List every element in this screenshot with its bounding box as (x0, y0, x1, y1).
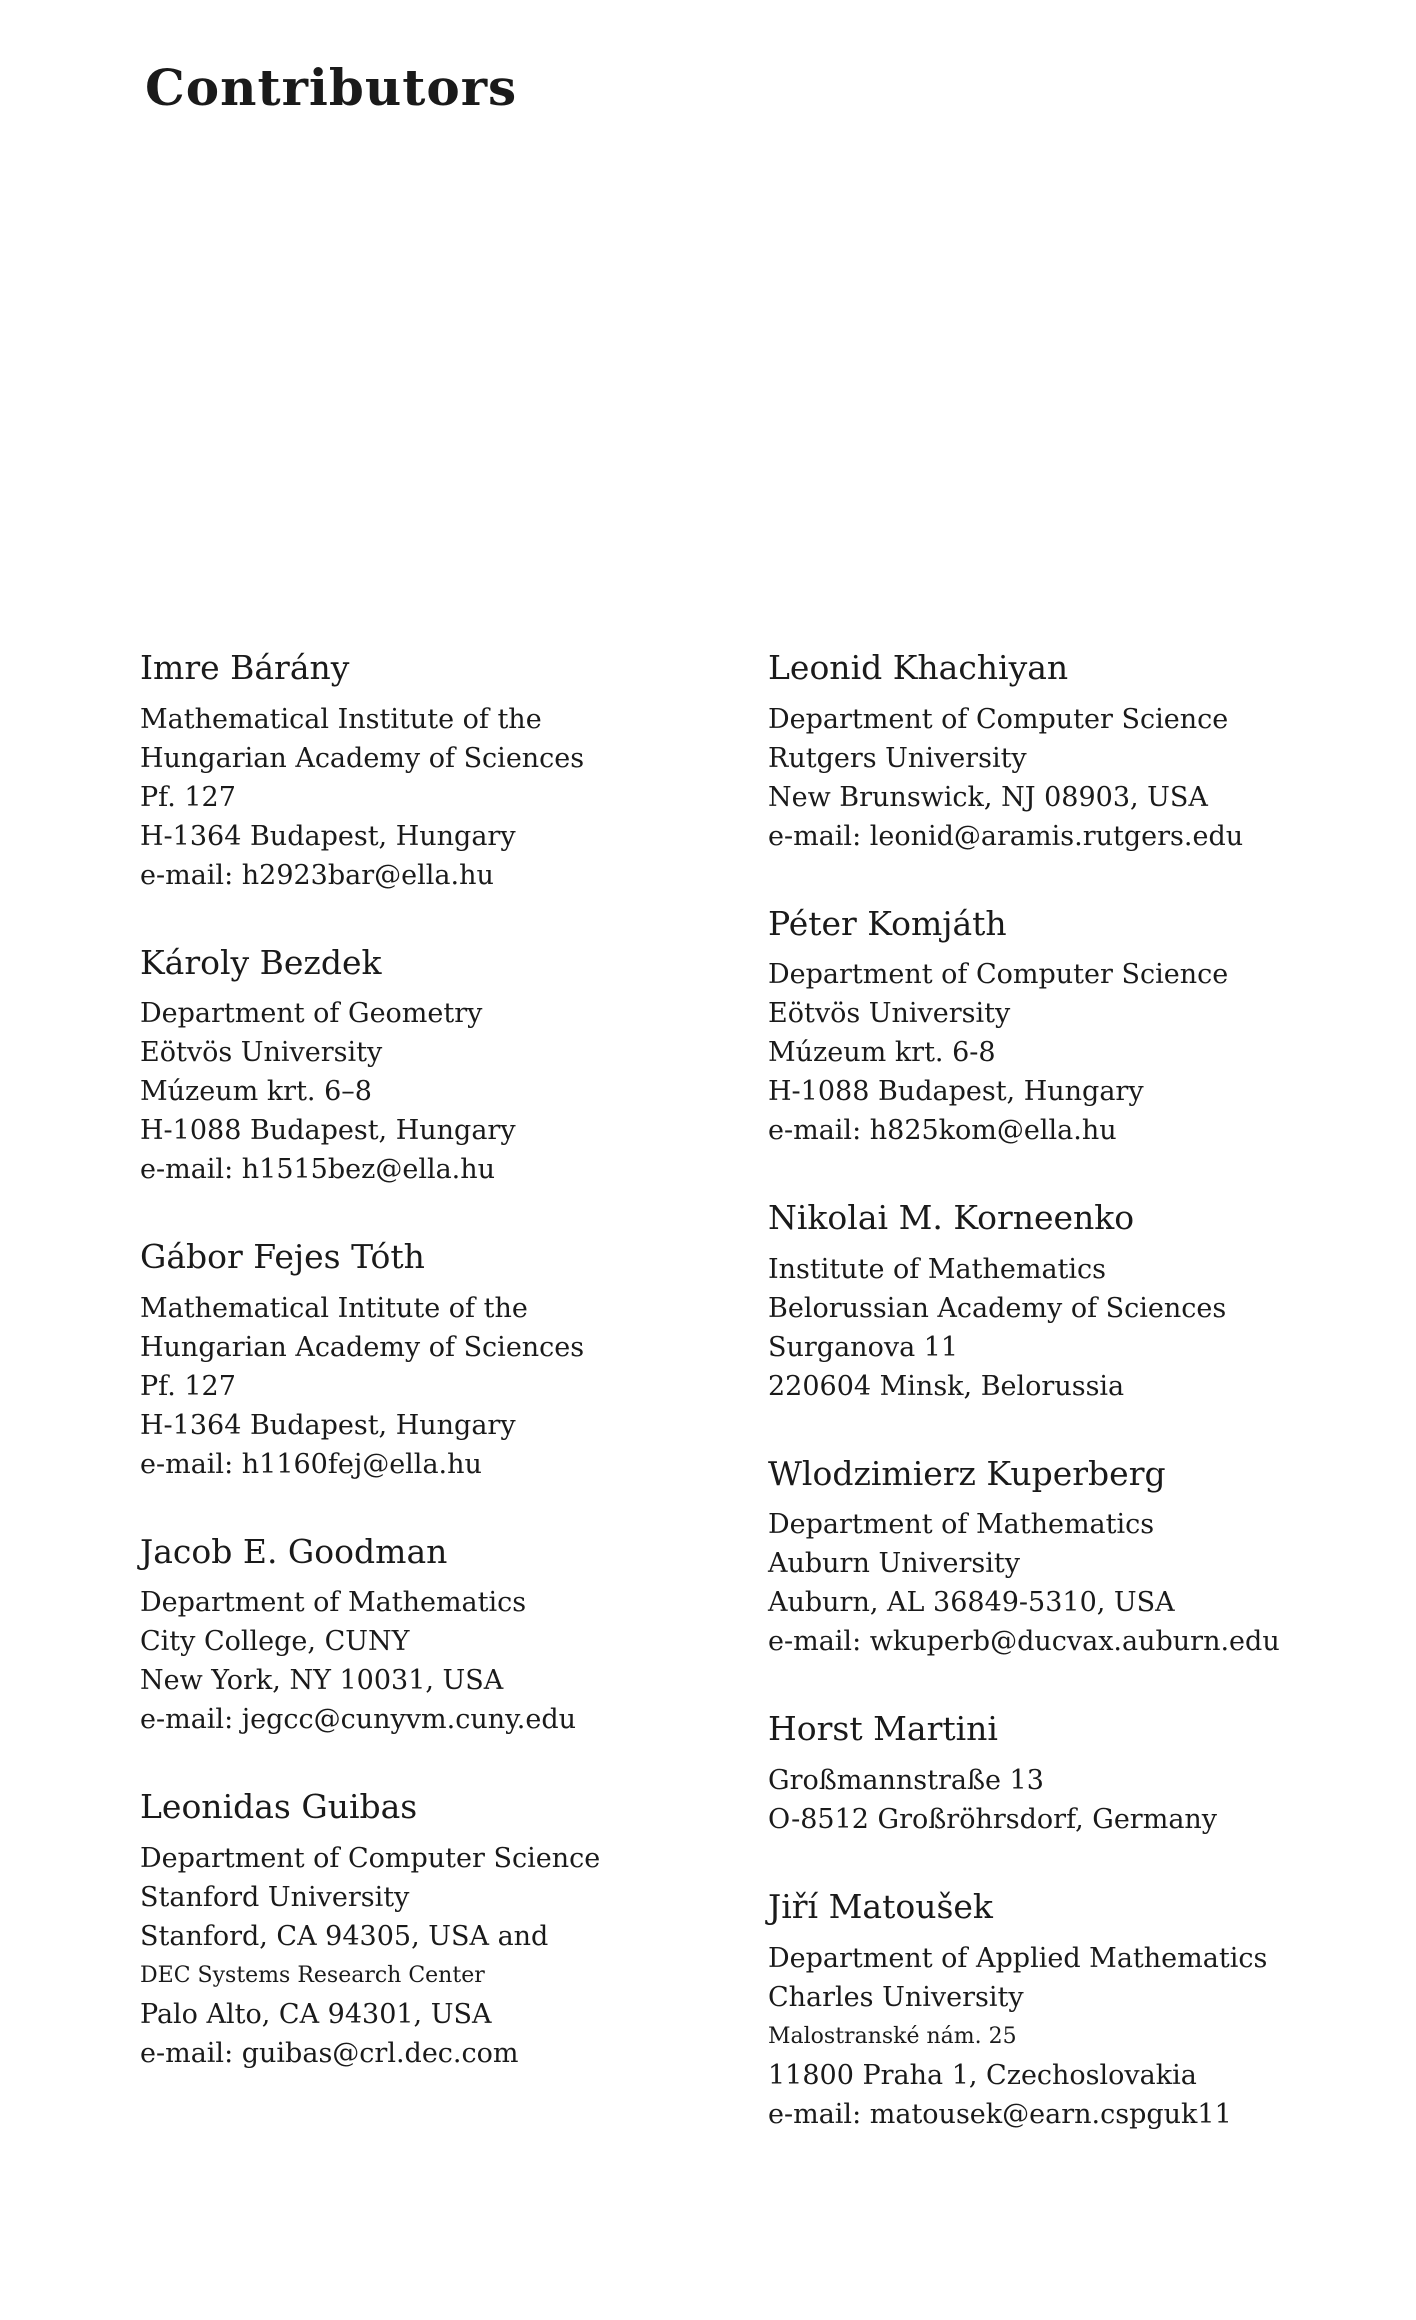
contributor-entry (140, 1787, 740, 2073)
contributor-address-line: Belorussian Academy of Sciences (768, 1292, 1227, 1324)
contributor-name: Péter Komjáth (768, 903, 1007, 943)
contributor-address-line: Auburn University (768, 1548, 1020, 1580)
contributor-name: Károly Bezdek (140, 942, 382, 982)
contributors-column-left (140, 648, 740, 2073)
contributor-name: Nikolai M. Korneenko (768, 1198, 1135, 1238)
contributor-address-line: Múzeum krt. 6-8 (768, 1037, 996, 1069)
contributor-address-line: Surganova 11 (768, 1331, 959, 1363)
contributor-entry (768, 1887, 1368, 2134)
contributor-address-line: Pf. 127 (140, 1370, 236, 1402)
contributor-email: e-mail: matousek@earn.cspguk11 (768, 2098, 1232, 2130)
contributor-name: Gábor Fejes Tóth (140, 1237, 425, 1277)
contributor-address-line: Rutgers University (768, 742, 1027, 774)
contributor-address-line: H-1364 Budapest, Hungary (140, 820, 516, 852)
contributor-address-line: Department of Mathematics (768, 1509, 1155, 1541)
contributor-name: Wlodzimierz Kuperberg (768, 1453, 1166, 1493)
contributor-entry (768, 1198, 1368, 1406)
contributors-column-right (768, 648, 1368, 2134)
contributor-address-line: Großmannstraße 13 (768, 1764, 1044, 1796)
contributor-address-line: 220604 Minsk, Belorussia (768, 1370, 1125, 1402)
contributor-address-line: Stanford, CA 94305, USA and (140, 1920, 549, 1952)
contributor-name: Leonidas Guibas (140, 1787, 418, 1827)
contributor-email: e-mail: wkuperb@ducvax.auburn.edu (768, 1626, 1280, 1658)
contributor-email: e-mail: h2923bar@ella.hu (140, 859, 494, 891)
contributor-address-line: DEC Systems Research Center (140, 1962, 485, 1988)
contributor-address-line: Department of Computer Science (768, 703, 1229, 735)
contributor-entry (140, 1237, 740, 1484)
contributor-address-line: Mathematical Intitute of the (140, 1292, 528, 1324)
contributor-address-line: Pf. 127 (140, 781, 236, 813)
contributor-email: e-mail: guibas@crl.dec.com (140, 2037, 519, 2069)
contributor-address-line: Auburn, AL 36849-5310, USA (768, 1587, 1175, 1619)
contributor-email: e-mail: h825kom@ella.hu (768, 1115, 1117, 1147)
contributor-entry (140, 943, 740, 1190)
contributor-name: Imre Bárány (140, 648, 350, 687)
page-title: Contributors (145, 58, 518, 117)
contributor-name: Horst Martini (768, 1709, 998, 1749)
contributor-name: Jiří Matoušek (768, 1886, 993, 1926)
contributor-address-line: Mathematical Institute of the (140, 703, 542, 735)
contributor-address-line: Department of Computer Science (140, 1842, 601, 1874)
contributor-address-line: H-1364 Budapest, Hungary (140, 1409, 516, 1441)
contributor-address-line: 11800 Praha 1, Czechoslovakia (768, 2059, 1197, 2091)
contributor-address-line: Eötvös University (768, 998, 1011, 1030)
contributor-address-line: Department of Computer Science (768, 959, 1229, 991)
contributor-address-line: Charles University (768, 1981, 1024, 2013)
contributor-address-line: Malostranské nám. 25 (768, 2023, 1017, 2049)
contributor-entry (768, 1454, 1368, 1662)
contributor-address-line: Institute of Mathematics (768, 1253, 1107, 1285)
contributor-address-line: O-8512 Großröhrsdorf, Germany (768, 1803, 1218, 1835)
contributor-name: Jacob E. Goodman (140, 1531, 448, 1571)
contributor-entry (768, 904, 1368, 1151)
contributor-address-line: Hungarian Academy of Sciences (140, 1331, 585, 1363)
contributor-address-line: Eötvös University (140, 1037, 383, 1069)
contributor-name: Leonid Khachiyan (768, 648, 1069, 687)
contributor-entry (768, 1709, 1368, 1839)
contributor-address-line: New York, NY 10031, USA (140, 1665, 504, 1697)
contributor-address-line: Múzeum krt. 6–8 (140, 1076, 372, 1108)
contributor-address-line: Palo Alto, CA 94301, USA (140, 1998, 492, 2030)
contributor-address-line: City College, CUNY (140, 1626, 410, 1658)
contributor-address-line: Hungarian Academy of Sciences (140, 742, 585, 774)
contributor-entry (768, 648, 1368, 856)
contributor-address-line: H-1088 Budapest, Hungary (140, 1115, 516, 1147)
contributor-email: e-mail: h1515bez@ella.hu (140, 1154, 496, 1186)
contributor-email: e-mail: h1160fej@ella.hu (140, 1448, 482, 1480)
contributor-address-line: H-1088 Budapest, Hungary (768, 1076, 1144, 1108)
contributor-address-line: Stanford University (140, 1881, 410, 1913)
contributor-entry (140, 648, 740, 895)
contributor-address-line: Department of Applied Mathematics (768, 1942, 1268, 1974)
contributor-address-line: Department of Mathematics (140, 1587, 527, 1619)
contributor-address-line: Department of Geometry (140, 998, 483, 1030)
contributor-entry (140, 1532, 740, 1740)
contributor-email: e-mail: jegcc@cunyvm.cuny.edu (140, 1704, 577, 1736)
contributor-email: e-mail: leonid@aramis.rutgers.edu (768, 820, 1244, 852)
contributor-address-line: New Brunswick, NJ 08903, USA (768, 781, 1208, 813)
